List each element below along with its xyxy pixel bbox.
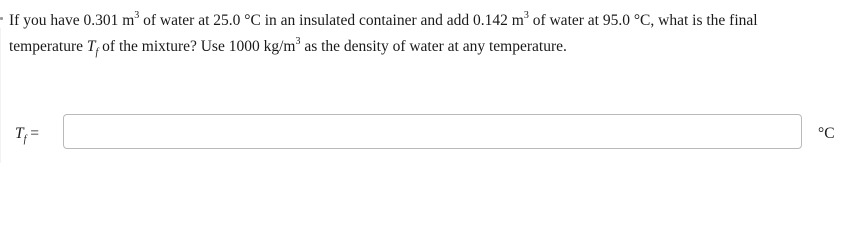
question-part-5: as the density of water at any temperature. — [300, 38, 567, 55]
cubic-exponent-3: 3 — [295, 35, 301, 47]
cubic-exponent-1: 3 — [134, 9, 140, 21]
temperature-subscript: f — [95, 47, 99, 59]
question-part-2: of water at 25.0 °C in an insulated container and add 0.142 m — [139, 12, 524, 29]
temperature-symbol: T — [86, 38, 96, 55]
answer-symbol: T — [15, 125, 24, 142]
final-temperature-input[interactable] — [63, 114, 802, 149]
left-divider — [0, 28, 1, 163]
question-part-4: of the mixture? Use 1000 kg/m — [98, 38, 296, 55]
unit-label: °C — [818, 125, 835, 142]
answer-equals: = — [26, 125, 40, 142]
question-marker — [0, 14, 4, 22]
question-part-1: If you have 0.301 m — [9, 12, 135, 29]
answer-subscript: f — [23, 134, 27, 146]
question-text — [9, 8, 829, 60]
cubic-exponent-2: 3 — [523, 9, 529, 21]
question-part-3: of water at 95.0 °C, what is the final temperature — [9, 12, 758, 55]
answer-label — [15, 124, 39, 144]
